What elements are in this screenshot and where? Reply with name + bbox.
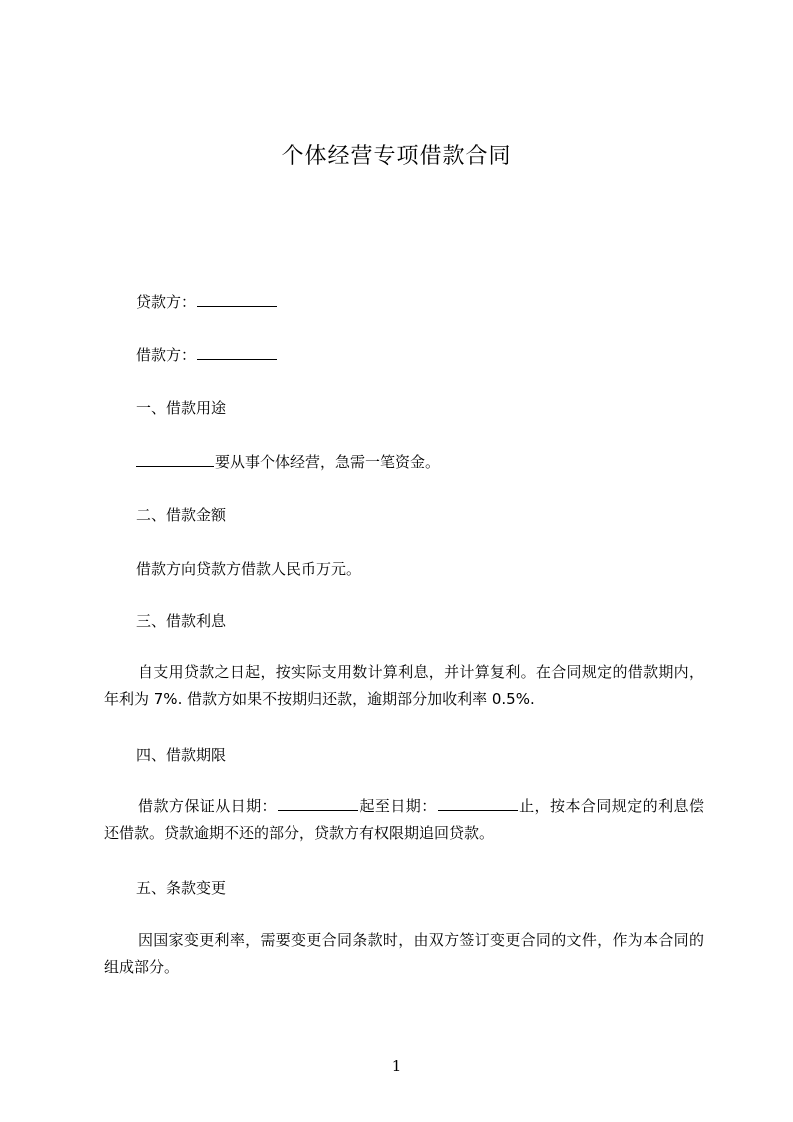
borrower-label: 借款方： [136, 346, 197, 364]
term-text-start: 借款方保证从日期： [138, 797, 277, 815]
section-heading-amendment: 五、条款变更 [136, 879, 227, 897]
section-body-amendment: 因国家变更利率，需要变更合同条款时，由双方签订变更合同的文件，作为本合同的组成部分。 [104, 931, 704, 976]
purpose-text: 要从事个体经营，急需一笔资金。 [215, 453, 441, 471]
lender-line [136, 292, 278, 312]
section-heading-amount: 二、借款金额 [136, 506, 227, 524]
term-text-end: 止，按本合同规定的利息偿还借款。贷款逾期不还的部分，贷款方有权限期追回贷款。 [104, 797, 704, 842]
term-start-date-blank [278, 796, 358, 811]
section-body-amount: 借款方向贷款方借款人民币万元。 [136, 560, 362, 578]
section-heading-term: 四、借款期限 [136, 746, 227, 764]
section-body-term [104, 793, 704, 847]
lender-label: 贷款方： [136, 293, 197, 311]
lender-blank [197, 292, 277, 307]
section-body-purpose [136, 452, 440, 472]
page-number: 1 [391, 1057, 402, 1075]
document-title: 个体经营专项借款合同 [281, 144, 512, 169]
borrower-line [136, 345, 278, 365]
purpose-blank [136, 452, 214, 467]
section-body-interest: 自支用贷款之日起，按实际支用数计算利息，并计算复利。在合同规定的借款期内，年利为 7%. 借款方如果不按期归还款，逾期部分加收利率 0.5%. [104, 663, 704, 708]
borrower-blank [197, 345, 277, 360]
term-text-middle: 起至日期： [359, 797, 437, 815]
term-end-date-blank [438, 796, 518, 811]
section-heading-purpose: 一、借款用途 [136, 399, 227, 417]
section-heading-interest: 三、借款利息 [136, 612, 227, 630]
